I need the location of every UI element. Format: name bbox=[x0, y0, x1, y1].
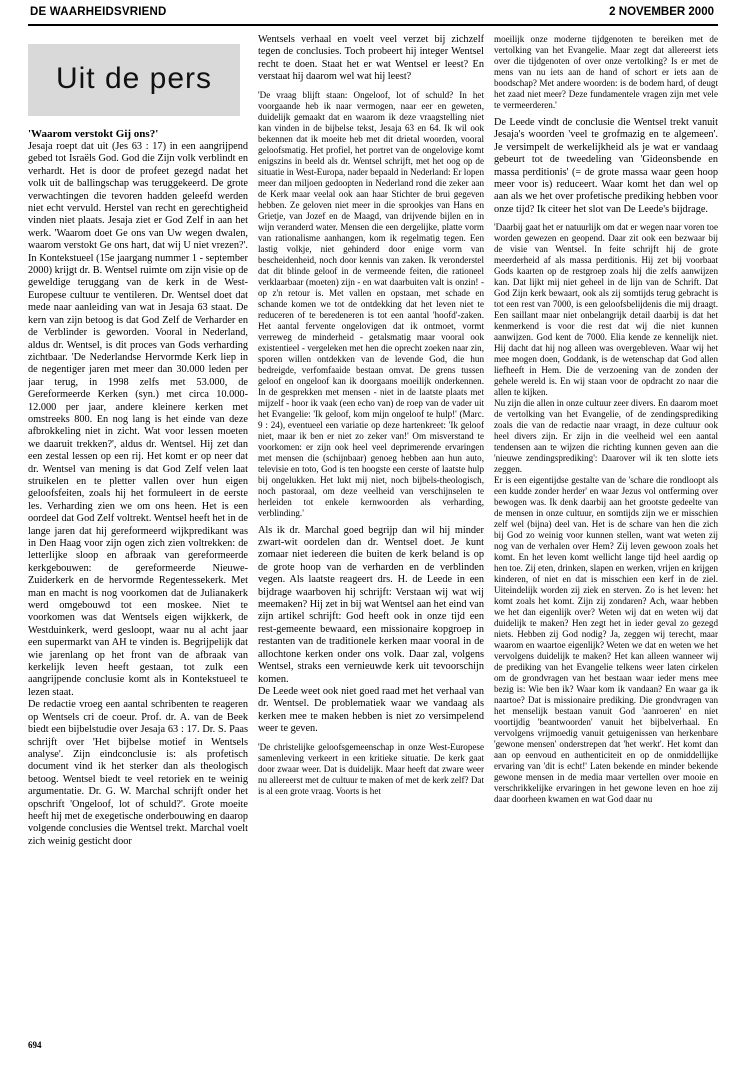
quote: 'Daarbij gaat het er natuurlijk om dat er wegen naar voren toe worden gewezen en geopend. Daar zit ook een bezwaar bij de visie van Wentsel. In feite schrijft hij de grote meerderheid af als massa perditionis. Hij zet bij voorbaat Gods kaarten op de restgroep zoals hij die zelfs aanwijzen kan. Dat lijkt mij niet geheel in de lijn van de Schrift. Dat God Zijn kerk bewaart, ook als zij somtijds terug gebracht is tot een rest van 7000, is een geloofsbelijdenis die mij draagt. Een saillant maar niet onbelangrijk detail daarbij is dat het kenmerkend is voor die rest dat wij die niet kunnen aanwijzen. God kent de 7000. Elia kende ze kennelijk niet. Hij dacht dat hij nog alleen was overgebleven. Waar wij het mee mogen doen, Goddank, is de wetenschap dat God allen liefheeft in Hem. Die de verzoening van de zonden der gehele wereld is. En wij staan voor de opdracht zo naar die allen te kijken. bbox=[494, 222, 718, 398]
paragraph: Wentsels verhaal en voelt veel verzet bij zichzelf tegen de conclusies. Toch probeert hij integer Wentsel recht te doen. Staat het er wat Wentsel er leest? En verstaat hij daarom wel wat hij leest? bbox=[258, 34, 484, 83]
quote: 'De vraag blijft staan: Ongeloof, lot of schuld? In het voorgaande heb ik naar vermogen, naar eer en geweten, duidelijk gemaakt dat en waarom ik deze vraagstelling niet kan vinden in de bijbelse tekst, Jesaja 63 en 64. Ik wil ook bekennen dat ik moeite heb met dit drietal woorden, vooral geloofsmatig. Het profiel, het portret van de ongelovige komt enigszins in beeld als dr. Wentsel schrijft, met het oog op de situatie in West-Europa, nader bepaald in Nederland: Er lopen meer dan miljoen gedoopten in Nederland rond die zeker aan de Kerk maar veelal ook aan haar Stichter de brui gegeven hebben. Ze geloven niet meer in die sprookjes van Hans en Grietje, van Jozef en de Maagd, van drijvende bijlen en in wijn veranderd water. Mensen die een dergelijke, platte vorm van rationalisme aanhangen, kom ik regelmatig tegen. Een lastig volkje, niet gehinderd door enige vorm van bescheidenheid, noch door kennis van zaken. Ik veronderstel dat dit blinde geloof in de vermeende feiten, die rationeel verklaarbaar (moeten) zijn - en wat daarbuiten valt is onzin! - op z'n retour is. Met vallen en opstaan, met schade en schande komen we tot de ontdekking dat het leven niet te reduceren of te beredeneren is tot een aantal 'hoofd'-zaken. Het aantal fervente ongelovigen dat ik ontmoet, vormt verreweg de minderheid - getalsmatig maar vooral ook existentieel - vergeleken met hen die oprecht zoeken naar zin, sporen willen ontdekken van de levende God, die hun bedreigde, verfomfaaide bestaan omvat. De grens tussen geloof en ongeloof kan ik doorgaans moeilijk onderkennen. In de gesprekken met mensen - niet in de laatste plaats met mijzelf - hoor ik vaak (een echo van) de roep van de vader uit het Evangelie: 'Ik geloof, kom mijn ongeloof te hulp!' (Marc. 9 : 24), eventueel een variatie op deze hartenkreet: 'Ik geloof niet, maar ik ben er niet zo zeker van!' Om misverstand te voorkomen: er zijn ook heel veel deprimerende ervaringen met mensen die (schijnbaar) genoeg hebben aan hun auto, televisie en toto, God is ten hoogste een cerste of laatste hulp bij ongelukken. Het lukt mij niet, noch bijbels-theologisch, noch pastoraal, om deze veelheid van verschijnselen te herleiden tot enkele kernwoorden als verharding, verblinding.' bbox=[258, 89, 484, 518]
issue-date: 2 NOVEMBER 2000 bbox=[609, 6, 714, 18]
article-heading: 'Waarom verstokt Gij ons?' bbox=[28, 128, 159, 140]
paragraph: De redactie vroeg een aantal schribenten te reageren op Wentsels cri de coeur. Prof. dr. A. van de Beek biedt een bijbelstudie over Jesaja 63 : 17. Dr. S. Paas schrijft over 'Het bijbelse motief in Wentsels analyse'. Zijn eindconclusie is: als profetisch document vind ik het sterker dan als theologisch betoog. Wentsel biedt te veel retoriek en te weinig argumentatie. Dr. G. W. Marchal schrijft onder het opschrift 'Ongeloof, lot of schuld?'. Grote moeite heeft hij met de exegetische onderbouwing en daarop volgende conclusies die Wentsel trekt. Marchal voelt zich weinig gesticht door bbox=[28, 699, 248, 847]
column-2 bbox=[258, 34, 484, 1034]
paragraph: Als ik dr. Marchal goed begrijp dan wil hij minder zwart-wit oordelen dan dr. Wentsel doet. Je kunt zomaar niet iedereen die buiten de kerk beland is op de grote hoop van de verharden en de verblinden vegen. Als laatste reageert drs. H. de Leede in een bijdrage waarboven hij schrijft: Verstaan wij wat wij meemaken? Hij zet in bij wat Wentsel aan het eind van zijn artikel schrijft: God heeft ook in onze tijd een rest-gemeente bewaard, een missionaire kopgroep in restanten van de traditionele kerken maar vooral in de allochtone kerken onder ons volk. Daar zal, volgens Wentsel, straks een vernieuwde kerk uit tevoorschijn komen. bbox=[258, 524, 484, 685]
column-1 bbox=[28, 34, 248, 1034]
header-rule bbox=[28, 24, 718, 26]
page-header bbox=[0, 0, 738, 26]
paragraph: De Leede vindt de conclusie die Wentsel trekt vanuit Jesaja's woorden 'veel te grofmazig en te algemeen'. Je versimpelt de werkelijkheid als je wat er vandaag gebeurt tot de tweedeling van 'Gideonsbende en massa perditionis' (= de grote massa waar geen hoop meer voor is) reduceert. Waar komt het dan wel op aan als we het over profetische prediking hebben voor onze tijd? Ik citeer het slot van De Leede's bijdrage. bbox=[494, 117, 718, 215]
quote: moeilijk onze moderne tijdgenoten te bereiken met de vertolking van het Evangelie. Maar zegt dat allereerst iets over die tijdgenoten of over onze vertolking? Is er met de mens van nu iets aan de hand of schort er iets aan de boodschap? Met andere woorden: is de bodem hard, of deugt het zaad niet meer? Deze fundamentele vragen zijn met vele te vermeerderen.' bbox=[494, 34, 718, 110]
column-3 bbox=[494, 34, 718, 1034]
paragraph: De Leede weet ook niet goed raad met het verhaal van dr. Wentsel. De problematiek waar we vandaag als kerken mee te maken hebben is niet zo versimpelend weer te geven. bbox=[258, 685, 484, 735]
page-number: 694 bbox=[28, 1040, 42, 1050]
section-banner bbox=[28, 44, 240, 116]
quote: Er is een eigentijdse gestalte van de 'schare die rondloopt als een kudde zonder herder' en waar Jezus vol ontferming over bewogen was. Ik denk daarbij aan het grootste gedeelte van de mensen in onze cultuur, en somtijds zijn we er misschien zelf wel (bijna) deel van. Het is de schare van hen die zich bij God zo weinig voor kunnen stellen, want wat weten zij nog van de verhalen over Hem? Zij leven gewoon zoals het komt. En het leven komt wellicht lange tijd heel aardig op hen toe. Zij eten, drinken, slapen en werken, vrijen en krijgen kinderen, of niet en dat is misschien een kerf in de ziel. Uiteindelijk worden zij ziek en sterven. Zo is het leven: het komt zoals het komt. Zijn zij zondaren? Ach, waar hebben we het dan eigenlijk over? Weten wij dat en weten wij dat duidelijk te maken? Hen zegt het in ieder geval zo gezegd niets. Hebben zij God nodig? Ja, zeggen wij terecht, maar waarom en waartoe eigenlijk? Weten we dat en weten we het vervolgens duidelijk te maken? Het kan alleen wanneer wij de prediking van het Evangelie telkens weer laten cirkelen om de grondvragen van het bestaan waar ieder mens mee bezig is: Wie ben ik? Waar kom ik vandaan? En waar ga ik naartoe? Dat is missionaire prediking. Die grondvragen van het menselijk bestaan vanuit God 'aanroeren' en niet voortijdig 'beantwoorden' vanuit het bijbelverhaal. En vervolgens vrijmoedig vanuit getuigenissen van herkenbare 'gewone mensen' onderstrepen dat 'het werkt'. Het komt dan aan op eenvoud en authenticiteit en op de onmiddellijke ervaring van 'dit is echt!' Laten bekende en minder bekende gewone mensen in de media maar vertellen over mooie en verschrikkelijke ervaringen in het gewone leven en hoe zij daar doorheen kwamen en wat God daar nu bbox=[494, 475, 718, 805]
section-title: Uit de pers bbox=[55, 62, 213, 95]
publication-name: DE WAARHEIDSVRIEND bbox=[30, 6, 167, 18]
quote: Nu zijn die allen in onze cultuur zeer divers. En daarom moet de vertolking van het Evangelie, of de zendingsprediking zoals die van de redactie naar vraagt, in deze cultuur ook heel divers zijn. Er zijn in die veelheid wel een aantal tendensen aan te wijzen die richting kunnen geven aan die 'nieuwe zendingsprediking': Daarover wil ik ten slotte iets zeggen. bbox=[494, 398, 718, 475]
quote: 'De christelijke geloofsgemeenschap in onze West-Europese samenleving verkeert in een kritieke situatie. De kerk gaat door zwaar weer. Dat is duidelijk. Maar heeft dat zware weer nu allereerst met de cultuur te maken of met de kerk zelf? Dat is al een grote vraag. Voorts is het bbox=[258, 741, 484, 796]
paragraph: Jesaja roept dat uit (Jes 63 : 17) in een aangrijpend gebed tot Israëls God. God die Zijn volk verblindt en verhardt. Het is door de profeet gezegd nadat het volk uit de ballingschap was teruggekeerd. De grote verwachtingen die tevoren hadden geleefd werden niet echt vervuld. Herstel van recht en gerechtigheid vinden niet plaats. Jesaja ziet er God Zelf in aan het werk. 'Waarom doet Ge ons van Uw wegen dwalen, waarom verstokt Ge ons hart, dat wij U niet vrezen?'. In Kontekstueel (15e jaargang nummer 1 - september 2000) krijgt dr. B. Wentsel ruimte om zijn visie op de geweldige teruggang van de kerk in de West-Europese cultuur te ventileren. Dr. Wentsel doet dat mede naar aanleiding van wat in Jesaja 63 staat. De kern van zijn betoog is dat God Zelf de Verharder en de Verblinder is geworden. Vooral in Nederland, aldus dr. Wentsel, is dit proces van Gods verharding zichtbaar. 'De Nederlandse Hervormde Kerk liep in de negentiger jaren met meer dan 30.000 leden per jaar terug, in 1998 zelfs met 53.000, de Gereformeerde Kerken (syn.) met circa 10.000-12.000 per jaar, andere kleinere kerken met omstreeks 800. En nog lang is het einde van deze afbrokkeling niet in zicht. Wat voor lessen moeten we daaruit trekken?', aldus dr. Wentsel. Hij zet dan een zestal lessen op een rij. Het komt er op neer dat dr. Wentsel van mening is dat God Zelf velen laat struikelen en te pletter vallen over hun eigen geloofsfeiten, zoals hij het formuleert in de eerste les. Verharding zien we om ons heen. Het is een oordeel dat God Zelf voltrekt. Wentsel heeft het in de lange jaren dat hij gereformeerd wijkpredikant was in Den Haag voor zijn ogen zich zien voltrekken: de letterlijke sloop en afbraak van gereformeerde kerkgebouwen: de gereformeerde Nieuwe-Zuiderkerk en de hervormde Regentessekerk. Met man en macht is nog voorkomen dat de Julianakerk werd omgebouwd tot een moskee. Niet te voorkomen was dat Wentsels eigen wijkkerk, de Westduinkerk, werd gesloopt, waar nu al acht jaar een supermarkt van AH te vinden is. Begrijpelijk dat wie jarenlang op het front van de afbraak van kerkelijk leven heeft gestaan, tot zulk een aangrijpende conclusie komt als in Kontekstueel te lezen staat. bbox=[28, 141, 248, 698]
